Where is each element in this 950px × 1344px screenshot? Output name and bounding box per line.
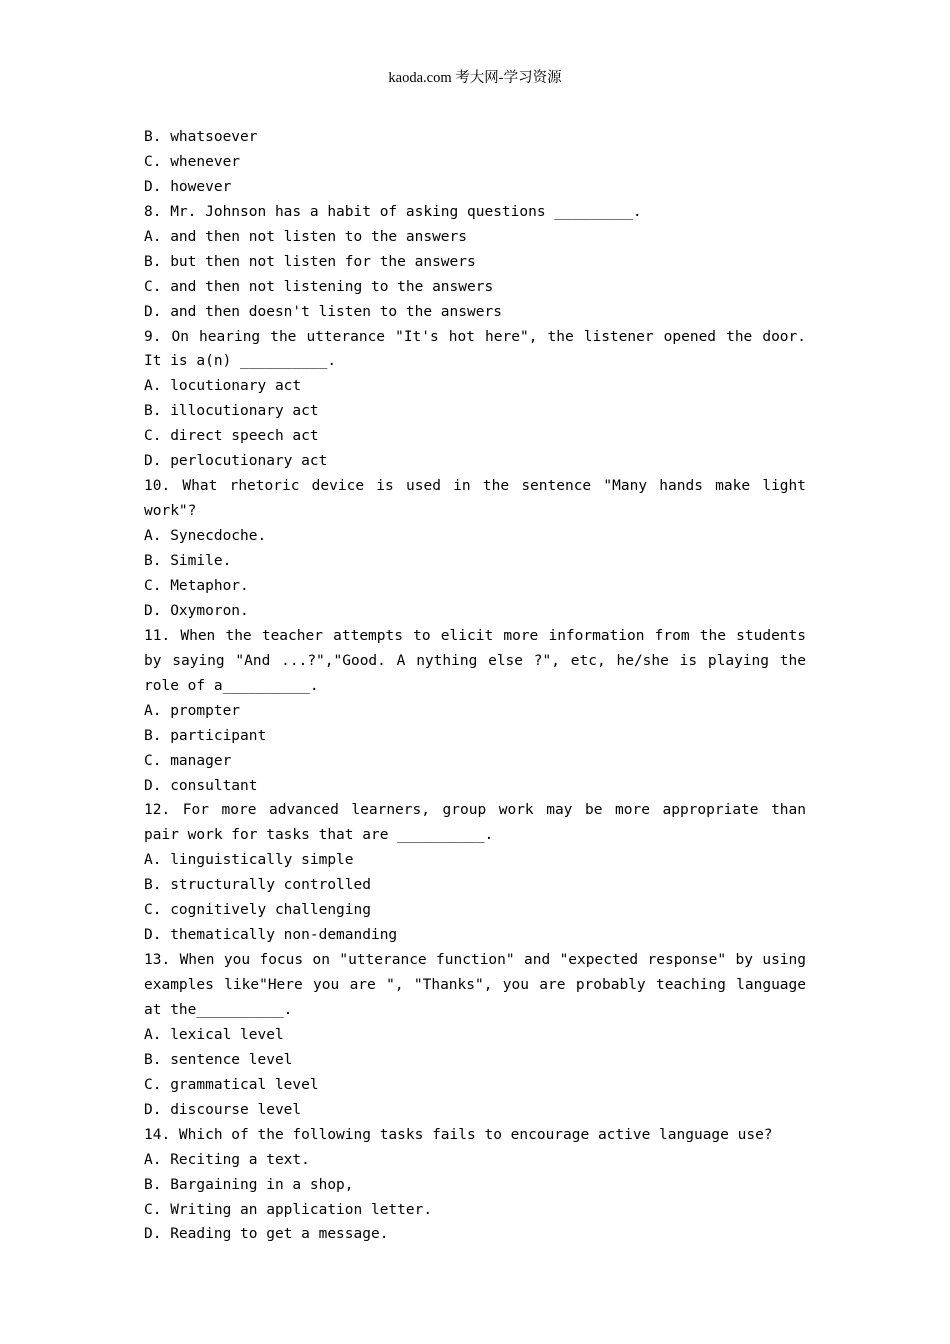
option-13b: B. sentence level [144, 1051, 293, 1068]
question-11-stem: 11. When the teacher attempts to elicit more information from the students by saying "And ...?","Good. A nything else ?", etc, he/she is playing the role of a__________. [144, 627, 806, 694]
option-9a: A. locutionary act [144, 378, 302, 395]
page-header: kaoda.com 考大网-学习资源 [388, 70, 562, 86]
option-10a: A. Synecdoche. [144, 528, 267, 545]
question-12-stem: 12. For more advanced learners, group work may be more appropriate than pair work for tasks that are __________. [144, 802, 806, 844]
question-14-stem: 14. Which of the following tasks fails to encourage active language use? [144, 1126, 773, 1143]
option-11b: B. participant [144, 727, 267, 744]
option-10c: C. Metaphor. [144, 577, 249, 594]
option-12a: A. linguistically simple [144, 852, 354, 869]
question-10-stem: 10. What rhetoric device is used in the sentence "Many hands make light work"? [144, 478, 806, 520]
option-14a: A. Reciting a text. [144, 1151, 310, 1168]
option-14d: D. Reading to get a message. [144, 1226, 389, 1243]
option-13a: A. lexical level [144, 1026, 284, 1043]
option-11c: C. manager [144, 752, 232, 769]
option-11d: D. consultant [144, 777, 258, 794]
option-8c: C. and then not listening to the answers [144, 278, 494, 295]
option-9c: C. direct speech act [144, 428, 319, 445]
option-13c: C. grammatical level [144, 1076, 319, 1093]
question-13-stem: 13. When you focus on "utterance function" and "expected response" by using examples like"Here you are ", "Thanks", you are probably teaching language at the__________. [144, 952, 806, 1018]
option-7d: D. however [144, 178, 232, 195]
option-9d: D. perlocutionary act [144, 453, 328, 470]
option-14b: B. Bargaining in a shop, [144, 1176, 354, 1193]
option-12b: B. structurally controlled [144, 877, 371, 894]
option-13d: D. discourse level [144, 1101, 302, 1118]
option-11a: A. prompter [144, 702, 241, 719]
option-12c: C. cognitively challenging [144, 902, 371, 919]
option-12d: D. thematically non-demanding [144, 927, 398, 944]
exam-content [144, 125, 806, 1247]
option-8d: D. and then doesn't listen to the answers [144, 303, 502, 320]
question-9-stem: 9. On hearing the utterance "It's hot here", the listener opened the door. It is a(n) __________. [144, 328, 806, 370]
option-7c: C. whenever [144, 153, 241, 170]
option-7b: B. whatsoever [144, 129, 258, 145]
option-10b: B. Simile. [144, 553, 232, 570]
option-8b: B. but then not listen for the answers [144, 253, 476, 270]
option-10d: D. Oxymoron. [144, 602, 249, 619]
option-8a: A. and then not listen to the answers [144, 228, 468, 245]
question-8-stem: 8. Mr. Johnson has a habit of asking questions _________. [144, 203, 642, 220]
option-9b: B. illocutionary act [144, 403, 319, 420]
option-14c: C. Writing an application letter. [144, 1201, 433, 1218]
